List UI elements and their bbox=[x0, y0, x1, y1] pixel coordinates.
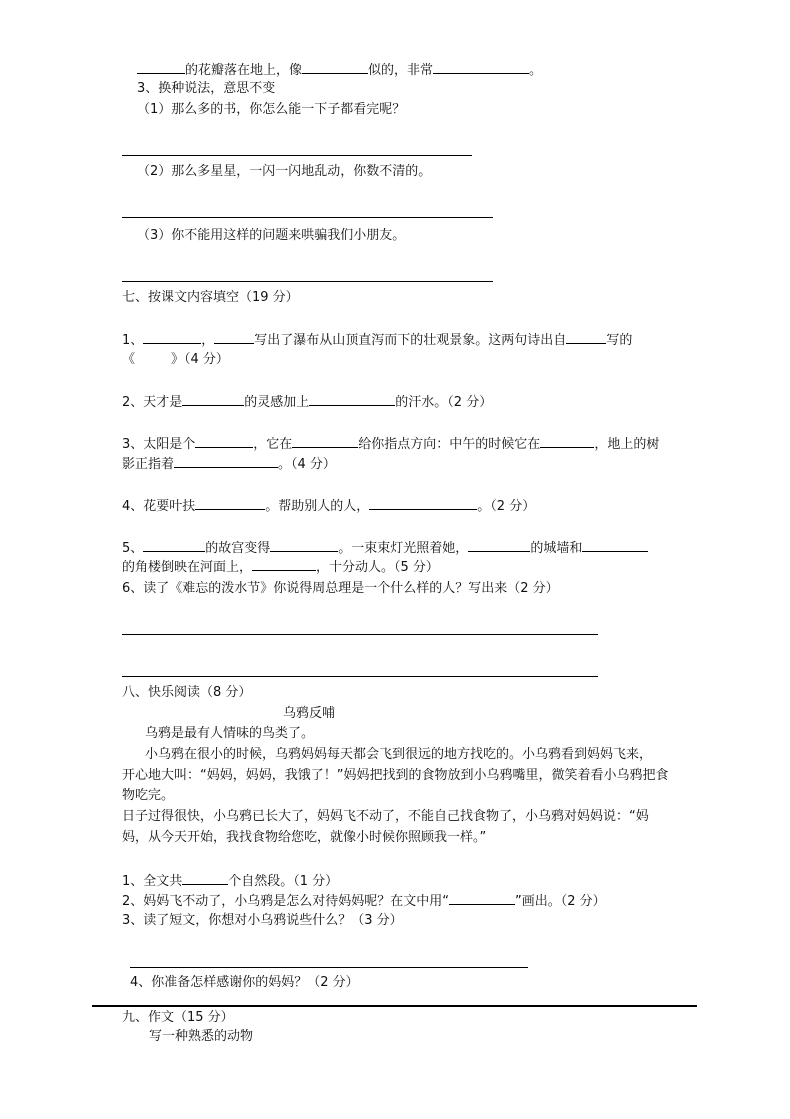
passage-paragraph-2-line-3: 物吃完。 bbox=[122, 788, 175, 803]
sentence-part: 。 bbox=[529, 63, 543, 78]
sentence-part: 写的 bbox=[606, 333, 633, 348]
fill-item-5 bbox=[122, 538, 648, 557]
sentence-part: 3、太阳是个 bbox=[122, 437, 196, 452]
sentence-part: ，它在 bbox=[253, 437, 293, 452]
fill-item-4 bbox=[122, 496, 535, 515]
answer-blank[interactable] bbox=[449, 891, 515, 905]
sentence-part: 的灵感加上 bbox=[244, 395, 310, 410]
sentence-part: ， bbox=[201, 333, 215, 348]
answer-blank[interactable] bbox=[302, 60, 368, 74]
sentence-part: 的角楼倒映在河面上， bbox=[122, 560, 253, 575]
composition-prompt: 写一种熟悉的动物 bbox=[149, 1029, 254, 1044]
sentence-part: ，十分动人。（5 分） bbox=[316, 560, 439, 575]
answer-blank[interactable] bbox=[174, 454, 278, 468]
answer-blank[interactable] bbox=[143, 330, 201, 344]
item-number: 1、 bbox=[122, 333, 144, 348]
sentence-part: 的汗水。（2 分） bbox=[395, 395, 493, 410]
answer-blank[interactable] bbox=[582, 538, 648, 552]
answer-blank[interactable] bbox=[143, 538, 205, 552]
passage-paragraph-2-line-1: 小乌鸦在很小的时候，乌鸦妈妈每天都会飞到很远的地方找吃的。小乌鸦看到妈妈飞来， bbox=[145, 747, 653, 762]
sentence-part: 。帮助别人的人， bbox=[265, 499, 370, 514]
reading-question-1 bbox=[122, 871, 338, 890]
section-9-title: 九、作文（15 分） bbox=[122, 1010, 234, 1025]
answer-blank[interactable] bbox=[195, 496, 265, 510]
answer-line[interactable] bbox=[122, 155, 472, 156]
sentence-part: 个自然段。（1 分） bbox=[228, 874, 339, 889]
answer-blank[interactable] bbox=[214, 330, 254, 344]
flower-petal-sentence bbox=[137, 60, 542, 79]
sentence-part: 写出了瀑布从山顶直泻而下的壮观景象。这两句诗出自 bbox=[254, 333, 567, 348]
answer-blank[interactable] bbox=[182, 392, 244, 406]
answer-blank[interactable] bbox=[195, 434, 253, 448]
sentence-part: 。（4 分） bbox=[278, 457, 336, 472]
answer-blank[interactable] bbox=[182, 871, 228, 885]
rewrite-sentence-1: （1）那么多的书，你怎么能一下子都看完呢？ bbox=[137, 102, 406, 117]
reading-question-2 bbox=[122, 891, 606, 910]
answer-line[interactable] bbox=[122, 281, 493, 282]
sentence-part: 影正指着 bbox=[122, 457, 175, 472]
answer-line[interactable] bbox=[122, 676, 598, 677]
fill-item-5-cont bbox=[122, 557, 439, 576]
fill-item-3 bbox=[122, 434, 659, 453]
sentence-part: 》（4 分） bbox=[171, 352, 229, 367]
answer-blank[interactable] bbox=[292, 434, 358, 448]
section-divider bbox=[92, 1005, 697, 1007]
passage-paragraph-1: 乌鸦是最有人情味的鸟类了。 bbox=[145, 726, 315, 741]
fill-item-3-cont bbox=[122, 454, 336, 473]
sentence-part: 2、天才是 bbox=[122, 395, 183, 410]
sentence-part: 给你指点方向：中午的时候它在 bbox=[358, 437, 541, 452]
rewrite-question-title: 3、换种说法，意思不变 bbox=[137, 81, 276, 96]
item-number: 5、 bbox=[122, 541, 144, 556]
sentence-part: 似的，非常 bbox=[368, 63, 434, 78]
passage-title: 乌鸦反哺 bbox=[283, 706, 336, 721]
section-8-title: 八、快乐阅读（8 分） bbox=[122, 685, 252, 700]
sentence-part: 4、花要叶扶 bbox=[122, 499, 196, 514]
answer-line[interactable] bbox=[122, 634, 598, 635]
sentence-part: 1、全文共 bbox=[122, 874, 183, 889]
answer-blank[interactable] bbox=[540, 434, 594, 448]
sentence-part: 《 bbox=[122, 352, 136, 367]
passage-paragraph-3-line-2: 妈，从今天开始，我找食物给您吃，就像小时候你照顾我一样。” bbox=[122, 830, 487, 845]
sentence-part: ”画出。（2 分） bbox=[515, 894, 606, 909]
sentence-part: 的花瓣落在地上，像 bbox=[185, 63, 303, 78]
answer-blank[interactable] bbox=[137, 60, 185, 74]
rewrite-sentence-3: （3）你不能用这样的问题来哄骗我们小朋友。 bbox=[137, 228, 406, 243]
answer-blank[interactable] bbox=[270, 538, 338, 552]
reading-question-4: 4、你准备怎样感谢你的妈妈？（2 分） bbox=[130, 975, 359, 990]
answer-blank[interactable] bbox=[468, 538, 530, 552]
sentence-part: 的城墙和 bbox=[530, 541, 583, 556]
sentence-part: 。一束束灯光照着她， bbox=[338, 541, 469, 556]
fill-item-1 bbox=[122, 330, 632, 349]
sentence-part: 。（2 分） bbox=[477, 499, 536, 514]
answer-line[interactable] bbox=[130, 967, 528, 968]
reading-question-3: 3、读了短文，你想对小乌鸦说些什么？（3 分） bbox=[122, 913, 403, 928]
fill-item-2 bbox=[122, 392, 492, 411]
answer-blank[interactable] bbox=[433, 60, 529, 74]
passage-paragraph-3-line-1: 日子过得很快，小乌鸦已长大了，妈妈飞不动了，不能自己找食物了，小乌鸦对妈妈说：“妈 bbox=[122, 809, 649, 824]
section-7-title: 七、按课文内容填空（19 分） bbox=[122, 290, 299, 305]
fill-item-6: 6、读了《难忘的泼水节》你说得周总理是一个什么样的人？写出来（2 分） bbox=[122, 581, 559, 596]
fill-item-1-cont bbox=[122, 351, 229, 368]
sentence-part: ，地上的树 bbox=[594, 437, 660, 452]
answer-blank[interactable] bbox=[309, 392, 395, 406]
answer-blank[interactable] bbox=[369, 496, 477, 510]
answer-blank[interactable] bbox=[252, 557, 316, 571]
answer-line[interactable] bbox=[122, 217, 493, 218]
passage-paragraph-2-line-2: 开心地大叫：“妈妈，妈妈，我饿了！”妈妈把找到的食物放到小乌鸦嘴里，微笑着看小乌鸦把食 bbox=[122, 768, 669, 783]
rewrite-sentence-2: （2）那么多星星，一闪一闪地乱动，你数不清的。 bbox=[137, 164, 432, 179]
sentence-part: 2、妈妈飞不动了，小乌鸦是怎么对待妈妈呢？在文中用“ bbox=[122, 894, 450, 909]
sentence-part: 的故宫变得 bbox=[205, 541, 271, 556]
answer-blank[interactable] bbox=[566, 330, 606, 344]
